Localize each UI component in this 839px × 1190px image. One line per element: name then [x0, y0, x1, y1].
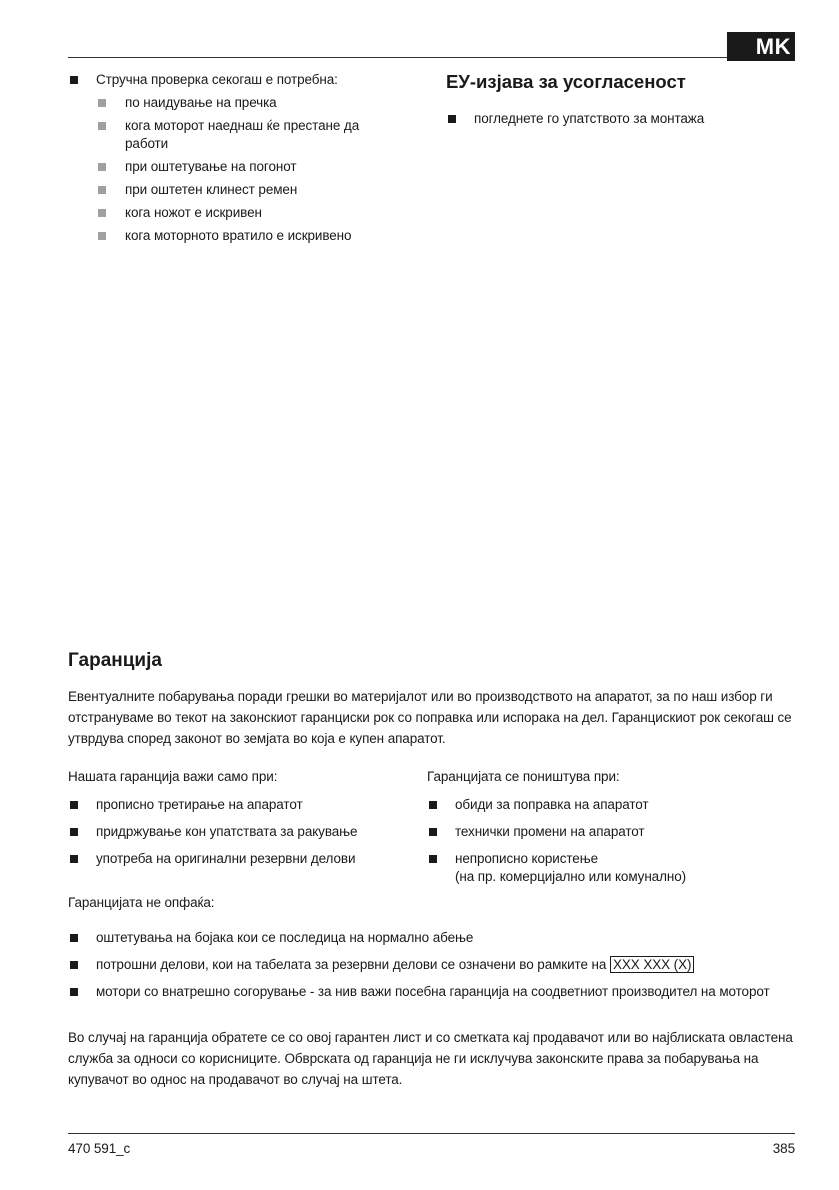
part-code-box: XXX XXX (X) — [610, 956, 694, 973]
list-item — [68, 71, 388, 245]
list-item: прописно третирање на апаратот — [68, 796, 398, 814]
warranty-title: Гаранција — [68, 650, 162, 671]
list-item: погледнете го упатството за монтажа — [446, 110, 776, 128]
list-item: кога моторот наеднаш ќе престане да работи — [96, 117, 375, 153]
list-item: непрописно користење (на пр. комерцијално или комунално) — [427, 850, 787, 886]
warranty-excludes-section — [68, 894, 808, 1001]
list-item: обиди за поправка на апаратот — [427, 796, 787, 814]
list-item: кога ножот е искривен — [96, 204, 388, 222]
eu-declaration-section — [446, 110, 776, 128]
warranty-valid-section — [68, 768, 398, 868]
inspection-intro: Стручна проверка секогаш е потребна: — [96, 72, 338, 87]
list-item: потрошни делови, кои на табелата за резервни делови се означени во рамките на XXX XXX (X) — [68, 956, 808, 974]
document-number: 470 591_c — [68, 1141, 131, 1156]
list-item: оштетувања на бојака кои се последица на нормално абење — [68, 929, 808, 947]
list-item: технички промени на апаратот — [427, 823, 787, 841]
list-item: придржување кон упатствата за ракување — [68, 823, 398, 841]
warranty-void-heading: Гаранцијата се поништува при: — [427, 769, 620, 784]
header-rule — [68, 57, 727, 58]
warranty-valid-heading: Нашата гаранција важи само при: — [68, 769, 278, 784]
list-item: употреба на оригинални резервни делови — [68, 850, 398, 868]
warranty-void-section — [427, 768, 787, 886]
list-item: по наидување на пречка — [96, 94, 388, 112]
inspection-section — [68, 71, 388, 245]
list-item: кога моторното вратило е искривено — [96, 227, 388, 245]
page-number: 385 — [772, 1141, 795, 1156]
eu-declaration-title: ЕУ-изјава за усогласеност — [446, 71, 686, 92]
warranty-excludes-heading: Гаранцијата не опфаќа: — [68, 895, 215, 910]
warranty-closing-paragraph: Во случај на гаранција обратете се со овој гарантен лист и со сметката кај продавачот или во најблиската овластена служба за односи со корисниците. Обврската од гаранција не ги исклучува законските права за побарувања на купувачот во однос на продавачот во случај на штета. — [68, 1030, 793, 1087]
warranty-paragraph: Евентуалните побарувања поради грешки во материјалот или во производството на апаратот, за по наш избор ги отстрануваме во текот на законскиот гаранциски рок со поправка или испорака на дел. Гаранцискиот рок секогаш се утврдува според законот во земјата во која е купен апаратот. — [68, 689, 792, 746]
language-tab: MK — [727, 32, 795, 61]
list-item: при оштетен клинест ремен — [96, 181, 388, 199]
footer-rule — [68, 1133, 795, 1134]
list-item: мотори со внатрешно согорување - за нив важи посебна гаранција на соодветниот производител на моторот — [68, 983, 808, 1001]
list-item: при оштетување на погонот — [96, 158, 388, 176]
